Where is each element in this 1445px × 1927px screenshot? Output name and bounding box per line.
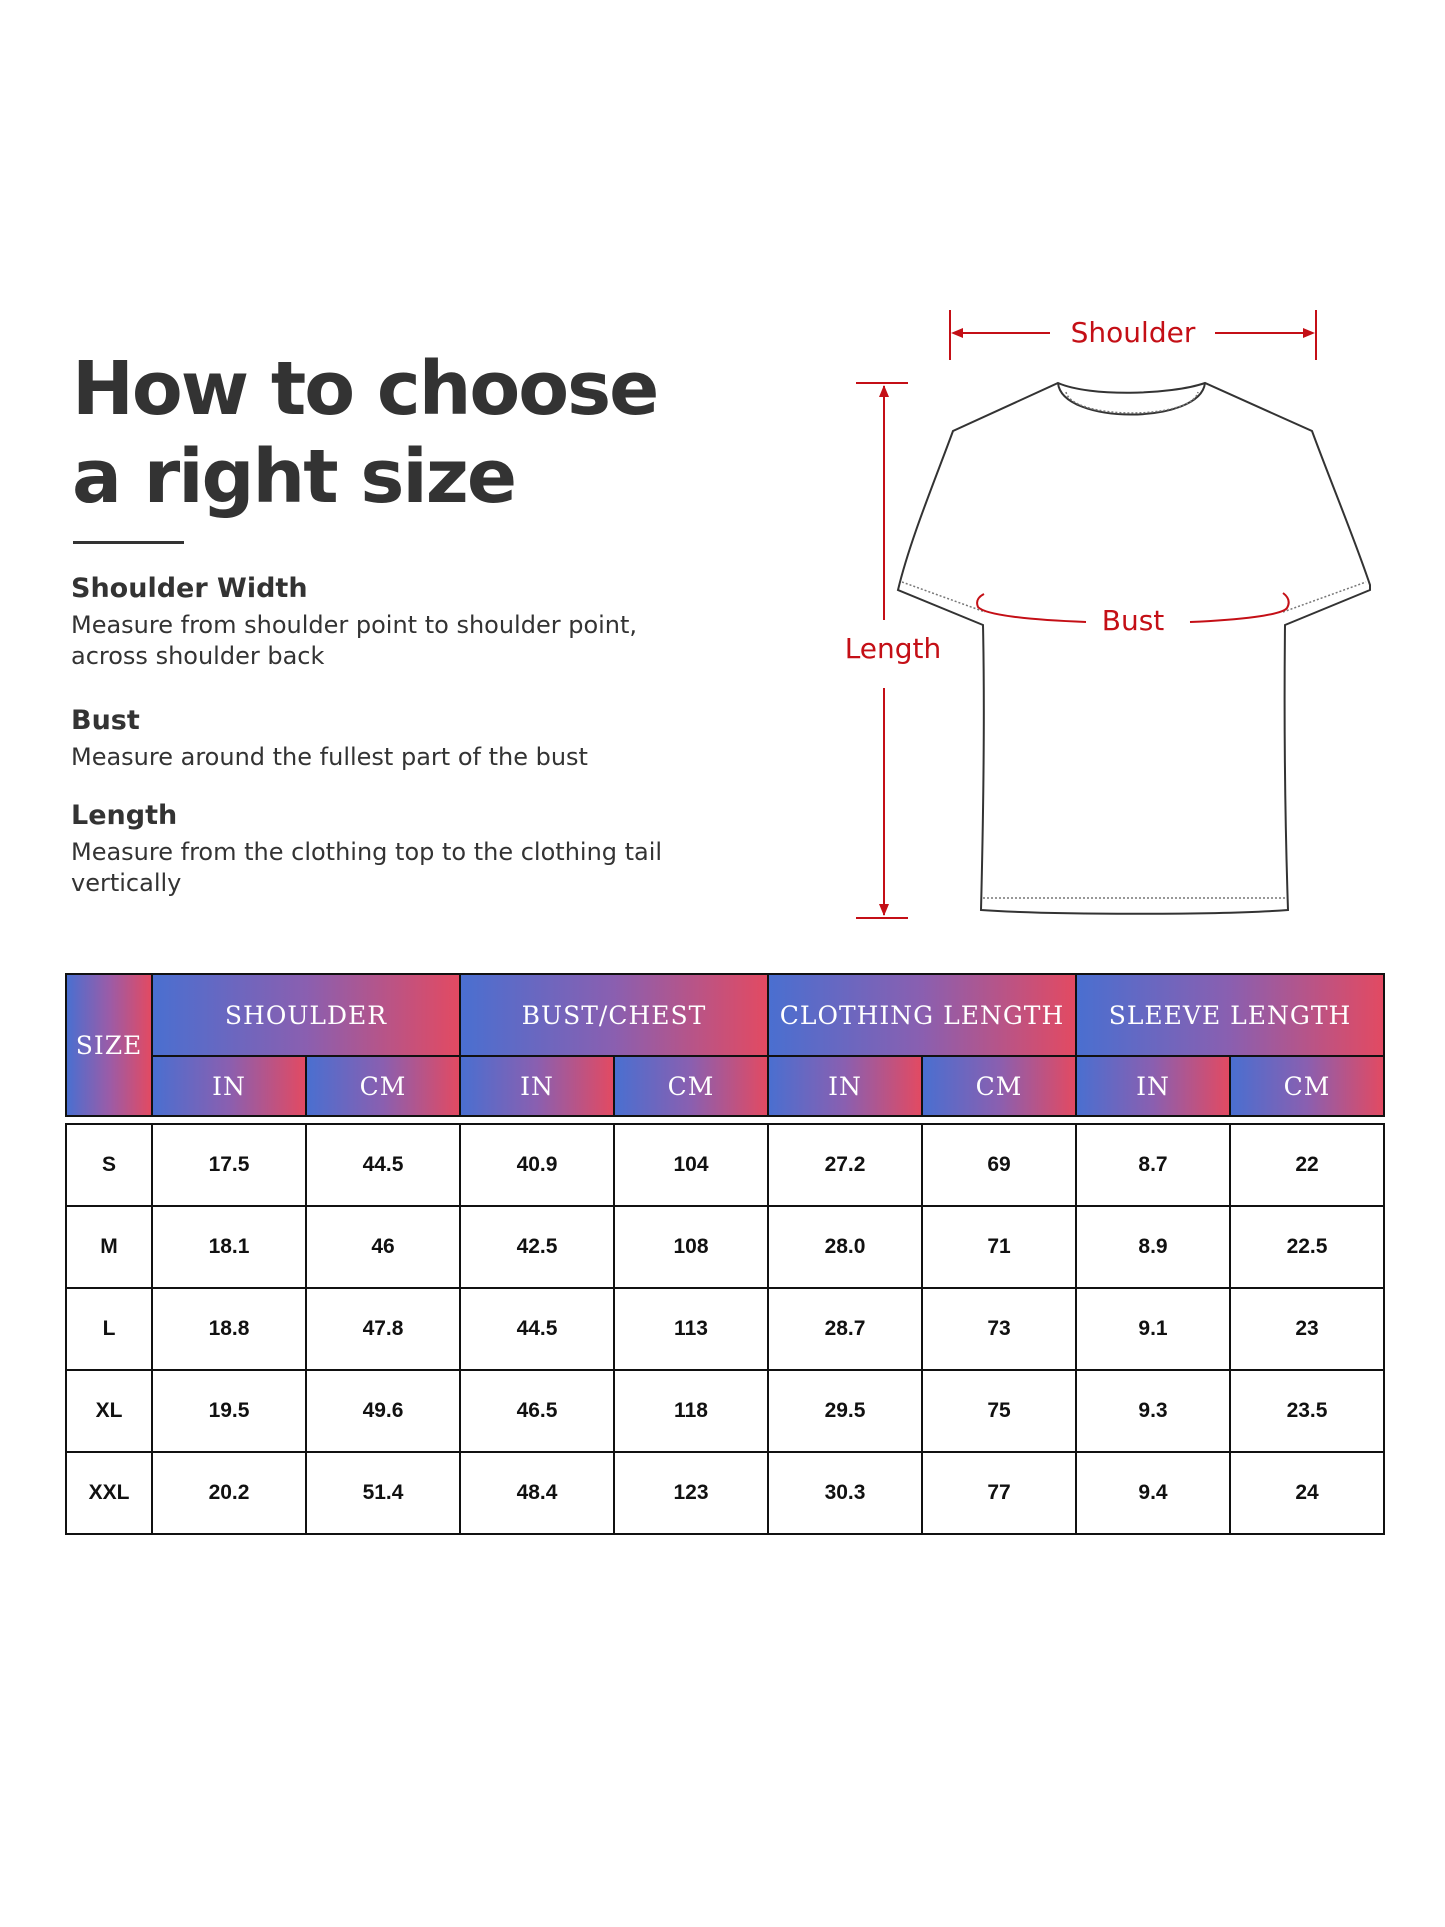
measurement-title: Bust xyxy=(71,705,140,736)
size-cell: XXL xyxy=(66,1452,152,1534)
table-group-header-row xyxy=(66,974,1384,1056)
value-cell: 9.3 xyxy=(1076,1370,1230,1452)
measurement-bust xyxy=(71,704,711,773)
value-cell: 113 xyxy=(614,1288,768,1370)
size-column-header: SIZE xyxy=(66,974,152,1116)
value-cell: 20.2 xyxy=(152,1452,306,1534)
unit-header: CM xyxy=(922,1056,1076,1116)
page-title xyxy=(72,345,712,521)
value-cell: 48.4 xyxy=(460,1452,614,1534)
measurement-description: Measure around the fullest part of the bust xyxy=(71,743,588,771)
value-cell: 19.5 xyxy=(152,1370,306,1452)
value-cell: 23.5 xyxy=(1230,1370,1384,1452)
value-cell: 22.5 xyxy=(1230,1206,1384,1288)
tshirt-outline xyxy=(898,383,1370,914)
value-cell: 8.9 xyxy=(1076,1206,1230,1288)
table-row xyxy=(66,1370,1384,1452)
table-unit-header-row xyxy=(66,1056,1384,1116)
table-row xyxy=(66,1206,1384,1288)
value-cell: 69 xyxy=(922,1124,1076,1206)
title-line-2: a right size xyxy=(72,434,516,520)
value-cell: 29.5 xyxy=(768,1370,922,1452)
measurement-length xyxy=(71,799,711,899)
value-cell: 44.5 xyxy=(460,1288,614,1370)
value-cell: 9.4 xyxy=(1076,1452,1230,1534)
clothing-length-column-header: CLOTHING LENGTH xyxy=(768,974,1076,1056)
size-cell: XL xyxy=(66,1370,152,1452)
unit-header: CM xyxy=(1230,1056,1384,1116)
tshirt-diagram xyxy=(820,300,1380,930)
measurement-shoulder xyxy=(71,572,711,672)
value-cell: 22 xyxy=(1230,1124,1384,1206)
shoulder-label: Shoulder xyxy=(1070,316,1196,349)
measurement-description: Measure from the clothing top to the clothing tail vertically xyxy=(71,838,663,897)
length-label: Length xyxy=(844,632,942,665)
unit-header: IN xyxy=(1076,1056,1230,1116)
value-cell: 17.5 xyxy=(152,1124,306,1206)
value-cell: 77 xyxy=(922,1452,1076,1534)
value-cell: 123 xyxy=(614,1452,768,1534)
value-cell: 28.7 xyxy=(768,1288,922,1370)
value-cell: 44.5 xyxy=(306,1124,460,1206)
size-chart-table xyxy=(65,973,1385,1535)
value-cell: 27.2 xyxy=(768,1124,922,1206)
value-cell: 24 xyxy=(1230,1452,1384,1534)
measurement-title: Length xyxy=(71,800,178,831)
value-cell: 42.5 xyxy=(460,1206,614,1288)
unit-header: CM xyxy=(614,1056,768,1116)
bust-label: Bust xyxy=(1101,604,1165,637)
bust-column-header: BUST/CHEST xyxy=(460,974,768,1056)
value-cell: 49.6 xyxy=(306,1370,460,1452)
measurement-description: Measure from shoulder point to shoulder point, across shoulder back xyxy=(71,611,638,670)
value-cell: 108 xyxy=(614,1206,768,1288)
value-cell: 23 xyxy=(1230,1288,1384,1370)
value-cell: 118 xyxy=(614,1370,768,1452)
size-chart-body xyxy=(66,1116,1384,1534)
value-cell: 46 xyxy=(306,1206,460,1288)
value-cell: 28.0 xyxy=(768,1206,922,1288)
sleeve-length-column-header: SLEEVE LENGTH xyxy=(1076,974,1384,1056)
table-spacer xyxy=(66,1116,1384,1124)
value-cell: 18.8 xyxy=(152,1288,306,1370)
shoulder-column-header: SHOULDER xyxy=(152,974,460,1056)
value-cell: 9.1 xyxy=(1076,1288,1230,1370)
value-cell: 71 xyxy=(922,1206,1076,1288)
value-cell: 104 xyxy=(614,1124,768,1206)
value-cell: 8.7 xyxy=(1076,1124,1230,1206)
unit-header: CM xyxy=(306,1056,460,1116)
value-cell: 47.8 xyxy=(306,1288,460,1370)
value-cell: 51.4 xyxy=(306,1452,460,1534)
size-cell: L xyxy=(66,1288,152,1370)
value-cell: 75 xyxy=(922,1370,1076,1452)
unit-header: IN xyxy=(460,1056,614,1116)
value-cell: 30.3 xyxy=(768,1452,922,1534)
value-cell: 18.1 xyxy=(152,1206,306,1288)
table-row xyxy=(66,1288,1384,1370)
table-row xyxy=(66,1452,1384,1534)
unit-header: IN xyxy=(152,1056,306,1116)
value-cell: 73 xyxy=(922,1288,1076,1370)
value-cell: 46.5 xyxy=(460,1370,614,1452)
unit-header: IN xyxy=(768,1056,922,1116)
table-row xyxy=(66,1124,1384,1206)
value-cell: 40.9 xyxy=(460,1124,614,1206)
size-cell: S xyxy=(66,1124,152,1206)
size-cell: M xyxy=(66,1206,152,1288)
title-line-1: How to choose xyxy=(72,346,658,432)
title-divider xyxy=(73,541,184,544)
measurement-title: Shoulder Width xyxy=(71,573,308,604)
